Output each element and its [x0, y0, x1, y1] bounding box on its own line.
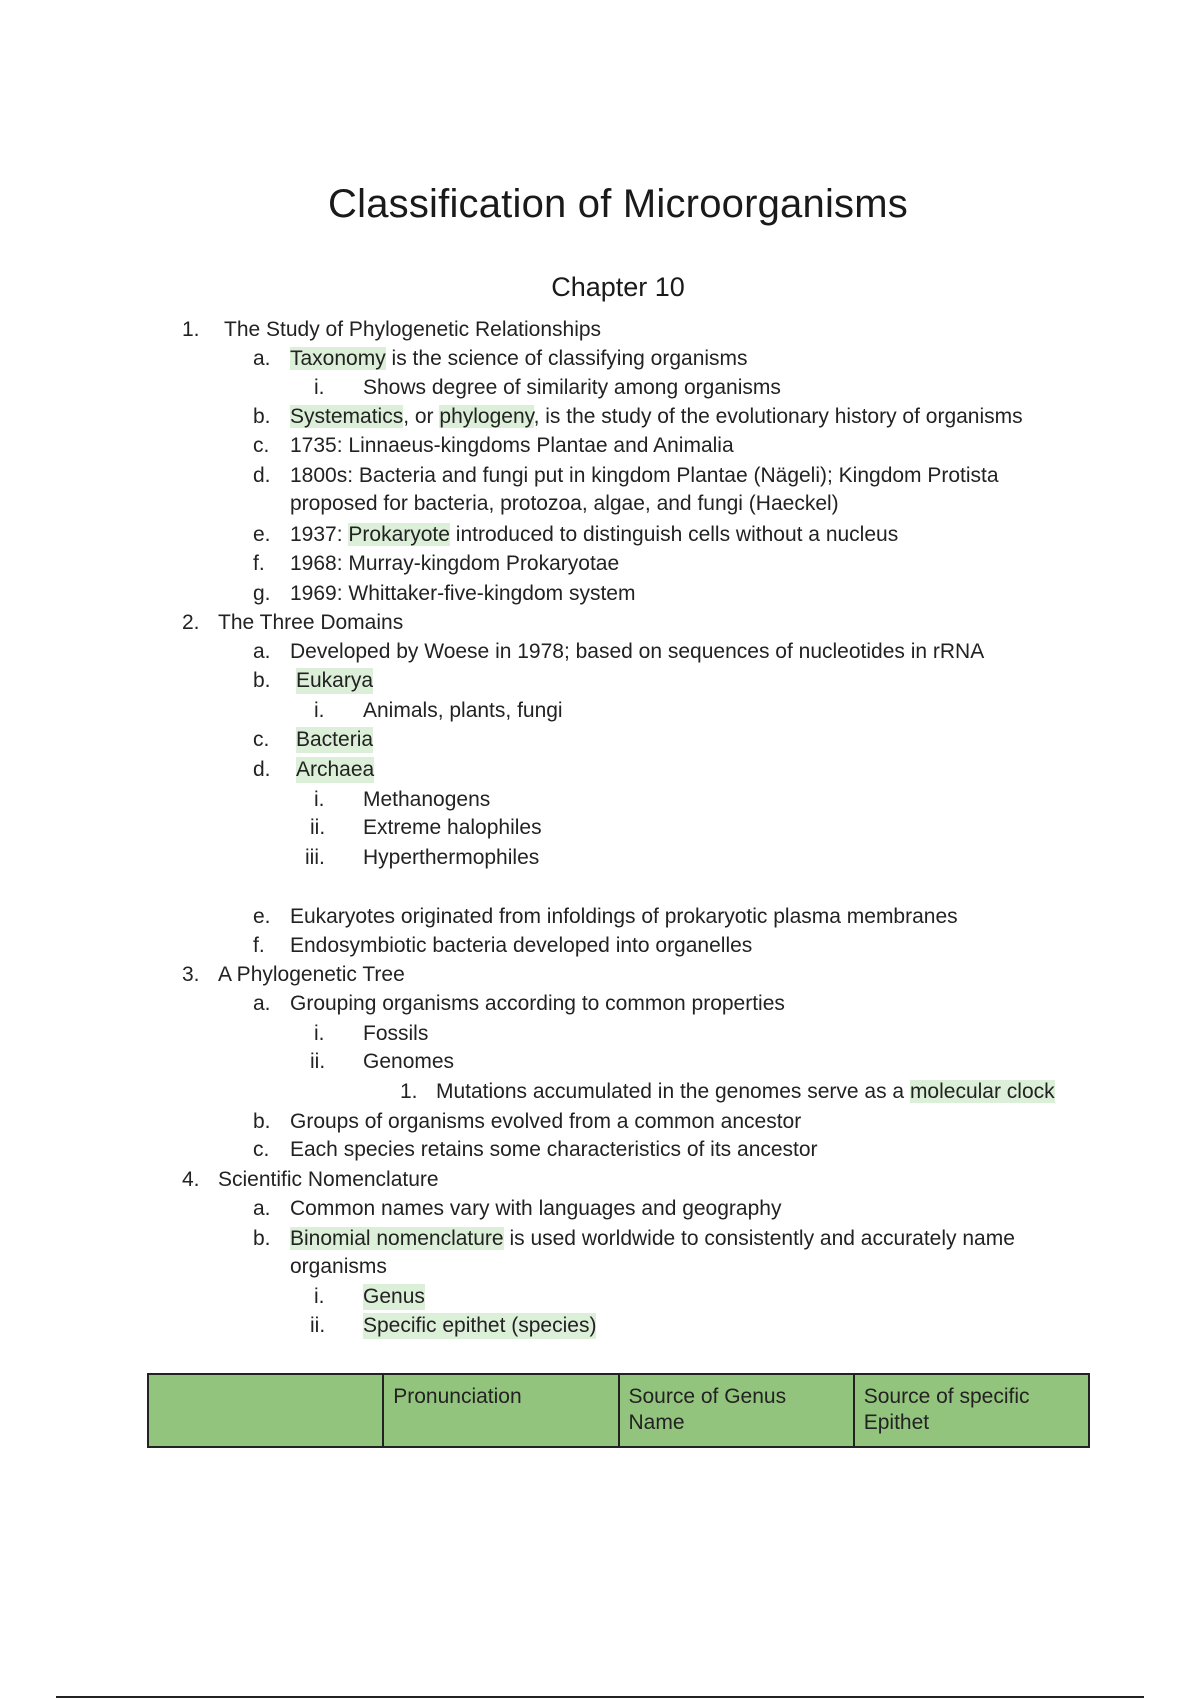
- list-marker: a.: [253, 992, 271, 1015]
- item-text: Hyperthermophiles: [363, 846, 540, 869]
- list-marker: c.: [253, 434, 270, 457]
- list-marker: c.: [253, 728, 270, 751]
- outline-item-4: [182, 1167, 439, 1193]
- item-text: 1937:: [290, 523, 349, 546]
- item-text: 1969: Whittaker-five-kingdom system: [290, 582, 636, 605]
- list-marker: i.: [314, 376, 325, 399]
- list-marker: b.: [253, 405, 271, 428]
- list-marker: d.: [253, 758, 271, 781]
- list-marker: ii.: [310, 1050, 326, 1073]
- list-marker: i.: [314, 1285, 325, 1308]
- list-marker: e.: [253, 523, 271, 546]
- table-header-cell: Pronunciation: [383, 1374, 618, 1447]
- list-marker: c.: [253, 1138, 270, 1161]
- item-text: , is the study of the evolutionary history of organisms: [533, 405, 1023, 428]
- highlighted-term: Prokaryote: [348, 523, 450, 546]
- highlighted-term: Taxonomy: [290, 347, 386, 370]
- comparison-table: [147, 1373, 1090, 1448]
- highlighted-term: phylogeny: [439, 405, 534, 428]
- table-header-row: [148, 1374, 1089, 1447]
- section-heading: The Study of Phylogenetic Relationships: [224, 318, 602, 341]
- outline-item-2: [182, 610, 404, 636]
- list-marker: f.: [253, 934, 265, 957]
- item-text: Methanogens: [363, 788, 491, 811]
- chapter-subtitle: Chapter 10: [551, 272, 685, 302]
- page-divider: [56, 1696, 1144, 1698]
- outline-item-1d-cont: [290, 491, 839, 517]
- list-marker: 1.: [400, 1080, 418, 1103]
- item-text: 1800s: Bacteria and fungi put in kingdom Plantae (Nägeli); Kingdom Protista: [290, 464, 999, 487]
- outline-item-4b-cont: [290, 1254, 387, 1280]
- highlighted-term: Binomial nomenclature: [290, 1227, 504, 1250]
- item-text: Shows degree of similarity among organisms: [363, 376, 781, 399]
- list-marker: 2.: [182, 611, 200, 634]
- list-marker: ii.: [310, 1314, 326, 1337]
- table-header-cell: [148, 1374, 383, 1447]
- highlighted-term: Archaea: [296, 758, 375, 781]
- outline-item-1: [182, 317, 602, 343]
- item-text: Endosymbiotic bacteria developed into organelles: [290, 934, 753, 957]
- item-text: Each species retains some characteristics of its ancestor: [290, 1138, 818, 1161]
- list-marker: iii.: [305, 846, 325, 869]
- item-text: Eukaryotes originated from infoldings of prokaryotic plasma membranes: [290, 905, 958, 928]
- item-text: , or: [403, 405, 440, 428]
- section-heading: A Phylogenetic Tree: [218, 963, 405, 986]
- item-text: Animals, plants, fungi: [363, 699, 563, 722]
- list-marker: f.: [253, 552, 265, 575]
- item-text: is the science of classifying organisms: [385, 347, 748, 370]
- item-text: 1735: Linnaeus-kingdoms Plantae and Animalia: [290, 434, 734, 457]
- section-heading: The Three Domains: [218, 611, 404, 634]
- highlighted-term: Bacteria: [296, 728, 374, 751]
- list-marker: a.: [253, 1197, 271, 1220]
- item-text: is used worldwide to consistently and accurately name: [503, 1227, 1015, 1250]
- list-marker: a.: [253, 347, 271, 370]
- list-marker: 4.: [182, 1168, 200, 1191]
- table-header-cell: Source of Genus Name: [619, 1374, 854, 1447]
- item-text: 1968: Murray-kingdom Prokaryotae: [290, 552, 620, 575]
- list-marker: g.: [253, 582, 271, 605]
- item-text: organisms: [290, 1255, 387, 1278]
- list-marker: i.: [314, 788, 325, 811]
- item-text: introduced to distinguish cells without a nucleus: [449, 523, 899, 546]
- table-header-cell: Source of specific Epithet: [854, 1374, 1089, 1447]
- item-text: Fossils: [363, 1022, 429, 1045]
- item-text: Grouping organisms according to common properties: [290, 992, 785, 1015]
- item-text: Groups of organisms evolved from a common ancestor: [290, 1110, 802, 1133]
- list-marker: b.: [253, 669, 271, 692]
- section-heading: Scientific Nomenclature: [218, 1168, 439, 1191]
- item-text: Extreme halophiles: [363, 816, 542, 839]
- highlighted-term: Eukarya: [296, 669, 374, 692]
- list-marker: ii.: [310, 816, 326, 839]
- item-text: Developed by Woese in 1978; based on sequences of nucleotides in rRNA: [290, 640, 985, 663]
- item-text: proposed for bacteria, protozoa, algae, and fungi (Haeckel): [290, 492, 839, 515]
- list-marker: e.: [253, 905, 271, 928]
- document-title: Classification of Microorganisms: [328, 182, 908, 226]
- list-marker: 3.: [182, 963, 200, 986]
- highlighted-term: molecular clock: [909, 1080, 1055, 1103]
- item-text: Genomes: [363, 1050, 455, 1073]
- item-text: Mutations accumulated in the genomes serve as a: [436, 1080, 910, 1103]
- item-text: Common names vary with languages and geography: [290, 1197, 782, 1220]
- list-marker: b.: [253, 1110, 271, 1133]
- highlighted-term: Specific epithet (species): [363, 1314, 597, 1337]
- list-marker: i.: [314, 1022, 325, 1045]
- outline-item-3: [182, 962, 405, 988]
- list-marker: a.: [253, 640, 271, 663]
- list-marker: i.: [314, 699, 325, 722]
- list-marker: 1.: [182, 318, 200, 341]
- highlighted-term: Systematics: [290, 405, 404, 428]
- list-marker: d.: [253, 464, 271, 487]
- highlighted-term: Genus: [363, 1285, 425, 1308]
- list-marker: b.: [253, 1227, 271, 1250]
